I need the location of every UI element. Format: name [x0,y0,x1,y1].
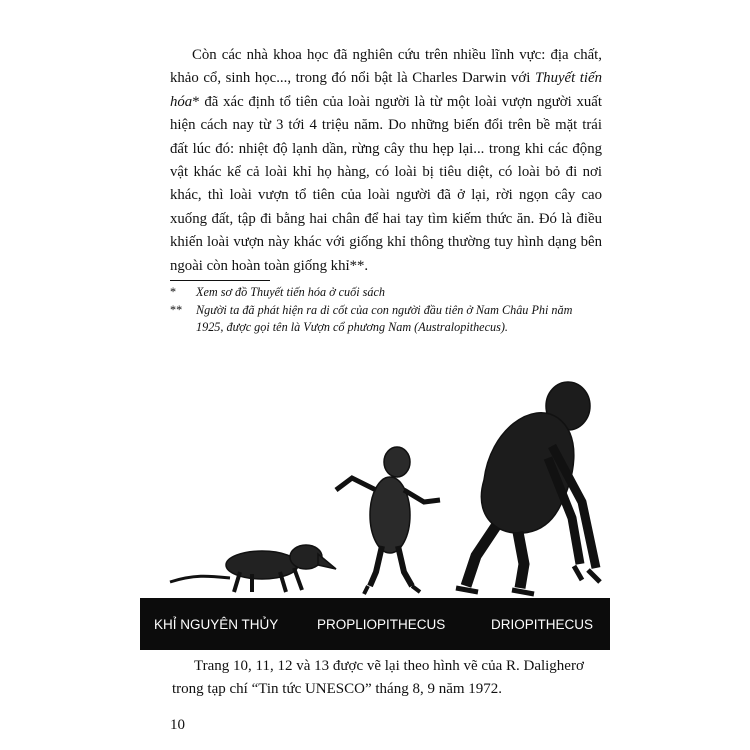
paragraph-text-italic: Thuyết tiến hóa [170,70,602,110]
footnote-mark: ** [170,302,183,317]
footnote-divider [170,280,270,281]
footnotes [170,284,602,337]
label-khi-nguyen-thuy: KHỈ NGUYÊN THỦY [154,617,279,632]
label-propliopithecus: PROPLIOPITHECUS [317,617,446,632]
species-label-band [140,598,610,650]
footnote-mark: * [170,285,177,299]
driopithecus-figure [456,382,600,594]
footnote-2 [170,302,602,337]
evolution-illustration [140,360,620,600]
paragraph-text-rest: * đã xác định tổ tiên của loài người là từ một loài vượn người xuất hiện cách nay từ 3 tới 4 triệu năm. Do những biến đổi trên bề mặt trái đất lúc đó: nhiệt độ lạnh dần, rừng cây thu hẹp lại... trong khi các động vật khác kể cả loài khỉ họ hàng, có loài bị tiêu diệt, có loài bỏ đi nơi khác, thì loài vượn tổ tiên của loài người đã ở lại, rời ngọn cây cao xuống đất, tập đi bằng hai chân để hai tay tìm kiếm thức ăn. Đó là điều khiến loài vượn này khác với giống khỉ thông thường tuy hình dạng bên ngoài còn hoàn toàn giống khỉ**. [170,93,602,274]
page-number: 10 [170,717,185,733]
paragraph-text-start: Còn các nhà khoa học đã nghiên cứu trên nhiều lĩnh vực: địa chất, khảo cổ, sinh học..., trong đó nổi bật là Charles Darwin với [170,47,602,87]
footnote-1 [170,284,602,302]
propliopithecus-figure [336,447,440,594]
footnote-text: Người ta đã phát hiện ra di cốt của con người đầu tiên ở Nam Châu Phi năm 1925, được gọi tên là Vượn cổ phương Nam (Australopithecus). [196,302,573,334]
caption-text: Trang 10, 11, 12 và 13 được vẽ lại theo hình vẽ của R. Daligherơ trong tạp chí “Tin tức UNESCO” tháng 8, 9 năm 1972. [172,658,584,697]
figure-caption [172,655,612,701]
label-driopithecus: DRIOPITHECUS [491,617,594,632]
footnote-text: Xem sơ đồ Thuyết tiến hóa ở cuối sách [196,285,386,299]
main-paragraph [170,44,602,278]
primitive-monkey-figure [170,545,336,592]
